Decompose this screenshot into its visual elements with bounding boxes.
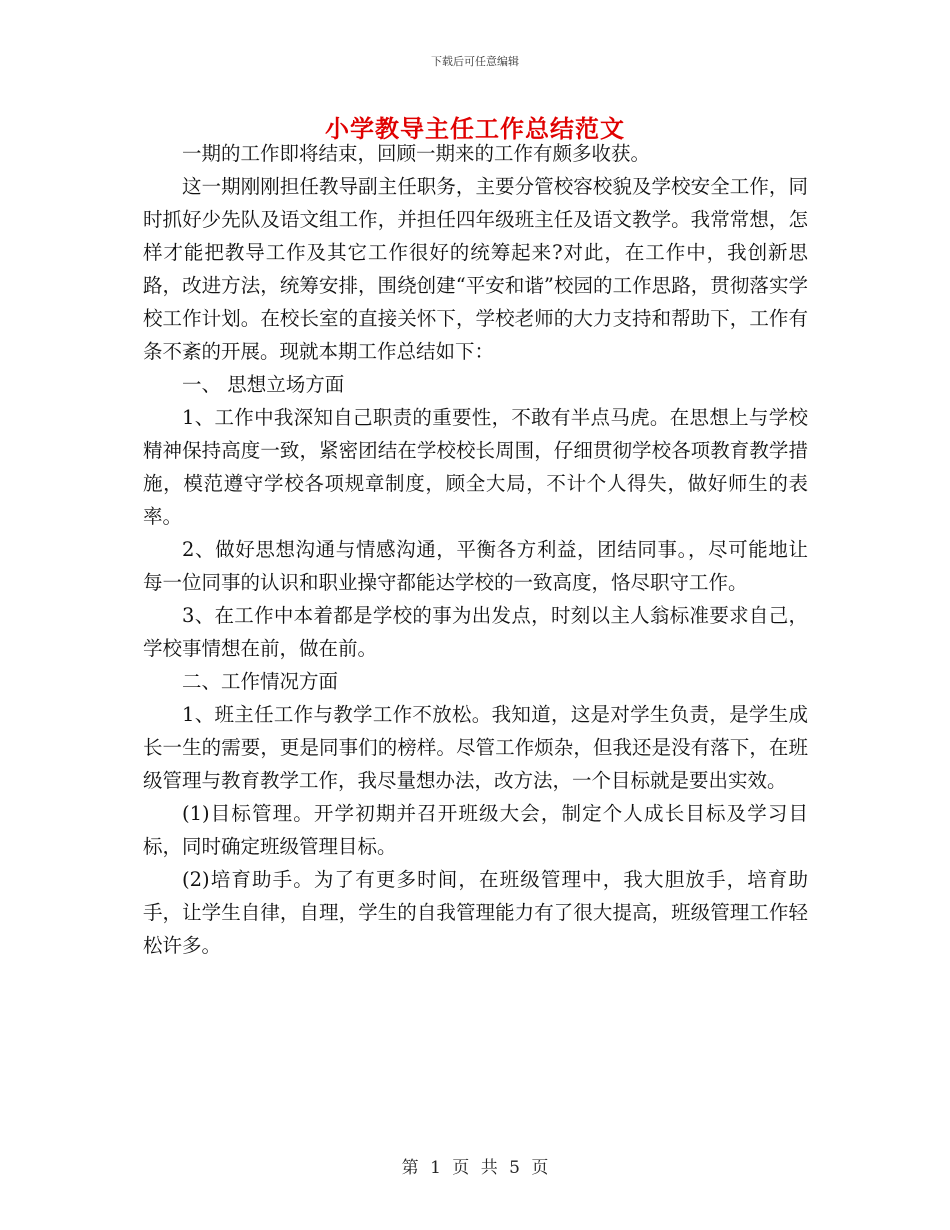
download-note: 下载后可任意编辑 (431, 55, 519, 68)
document-title: 小学教导主任工作总结范文 (325, 114, 625, 143)
paragraph-ideology-3: 3、在工作中本着都是学校的事为出发点，时刻以主人翁标准要求自己，学校事情想在前，做在前。 (143, 604, 808, 660)
page-indicator: 第 1 页 共 5 页 (401, 1158, 549, 1178)
paragraph-goal-management: (1)目标管理。开学初期并召开班级大会，制定个人成长目标及学习目标，同时确定班级管理目标。 (143, 802, 808, 858)
document-body (143, 137, 808, 962)
section-heading-work: 二、工作情况方面 (182, 670, 339, 693)
paragraph-overview: 这一期刚刚担任教导副主任职务，主要分管校容校貌及学校安全工作，同时抓好少先队及语文组工作，并担任四年级班主任及语文教学。我常常想，怎样才能把教导工作及其它工作很好的统筹起来?对此，在工作中，我创新思路，改进方法，统筹安排，围绕创建“平安和谐”校园的工作思路，贯彻落实学校工作计划。在校长室的直接关怀下，学校老师的大力支持和帮助下，工作有条不紊的开展。现就本期工作总结如下： (143, 175, 808, 363)
paragraph-assistant-training: (2)培育助手。为了有更多时间，在班级管理中，我大胆放手，培育助手，让学生自律，自理，学生的自我管理能力有了很大提高，班级管理工作轻松许多。 (143, 868, 808, 957)
paragraph-intro: 一期的工作即将结束，回顾一期来的工作有颇多收获。 (182, 142, 651, 165)
paragraph-ideology-2: 2、做好思想沟通与情感沟通，平衡各方利益，团结同事。，尽可能地让每一位同事的认识和职业操守都能达学校的一致高度，恪尽职守工作。 (143, 538, 808, 594)
paragraph-ideology-1: 1、工作中我深知自己职责的重要性，不敢有半点马虎。在思想上与学校精神保持高度一致，紧密团结在学校校长周围，仔细贯彻学校各项教育教学措施，模范遵守学校各项规章制度，顾全大局，不计个人得失，做好师生的表率。 (143, 406, 808, 528)
section-heading-ideology: 一、 思想立场方面 (182, 373, 345, 396)
paragraph-work-1: 1、班主任工作与教学工作不放松。我知道，这是对学生负责，是学生成长一生的需要，更是同事们的榜样。尽管工作烦杂，但我还是没有落下，在班级管理与教育教学工作，我尽量想办法，改方法，一个目标就是要出实效。 (143, 703, 808, 792)
